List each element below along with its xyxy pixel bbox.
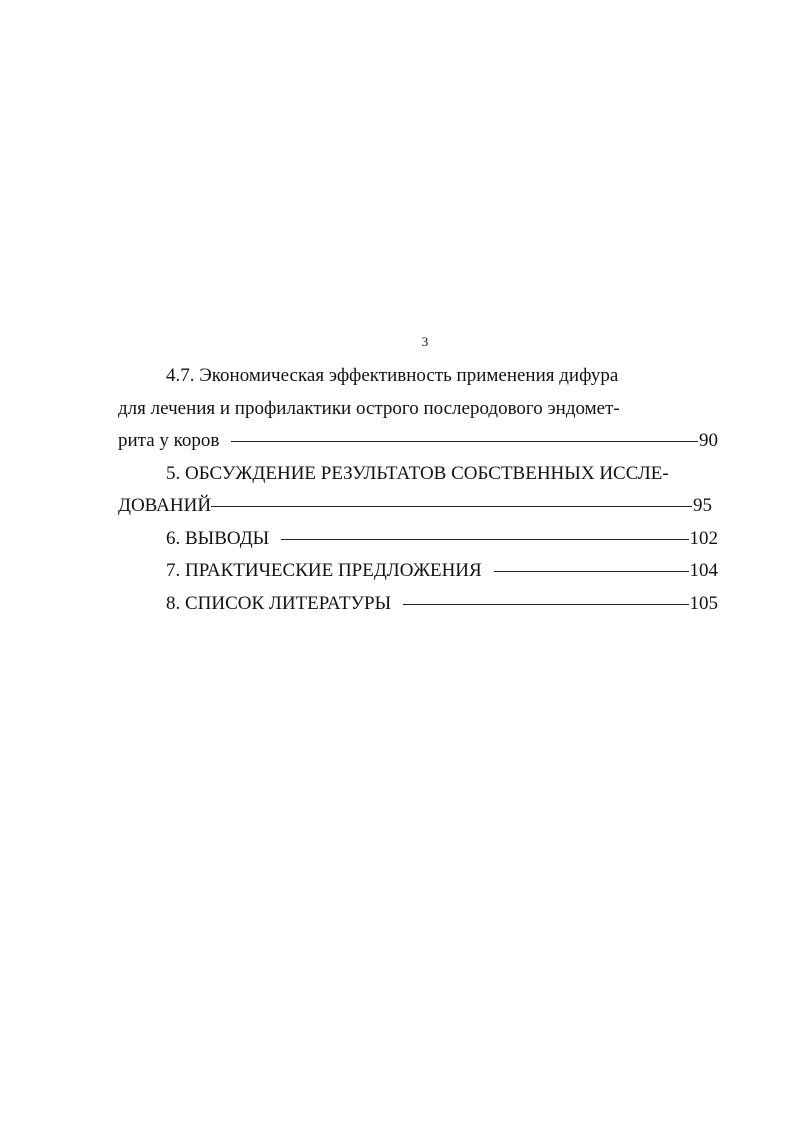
toc-item-4-7-line-3 xyxy=(118,425,718,458)
toc-item-5-text-end: ДОВАНИЙ xyxy=(118,495,212,516)
toc-leader-line xyxy=(281,539,688,540)
toc-item-5-line-1: 5. ОБСУЖДЕНИЕ РЕЗУЛЬТАТОВ СОБСТВЕННЫХ ИССЛЕ- xyxy=(166,462,669,484)
toc-item-5-line-2 xyxy=(118,490,718,523)
toc-item-8-title: 8. СПИСОК ЛИТЕРАТУРЫ xyxy=(166,592,392,614)
toc-item-8-page: 105 xyxy=(689,592,718,614)
toc-item-7-title: 7. ПРАКТИЧЕСКИЕ ПРЕДЛОЖЕНИЯ xyxy=(166,560,482,581)
toc-item-4-7-page: 90 xyxy=(699,430,718,451)
toc-item-8 xyxy=(118,588,718,621)
page-number: 3 xyxy=(421,334,429,349)
toc-item-6 xyxy=(118,523,718,556)
toc-item-4-7-line-2: для лечения и профилактики острого послеродового эндомет- xyxy=(118,397,620,419)
toc-item-4-7-line-1: 4.7. Экономическая эффективность применения дифура xyxy=(166,365,619,386)
toc-item-4-7-text-end: рита у коров xyxy=(118,430,220,451)
toc-item-7 xyxy=(118,555,718,588)
table-of-contents xyxy=(118,360,718,620)
toc-item-7-page: 104 xyxy=(689,560,718,581)
toc-leader-line xyxy=(231,441,698,442)
toc-item-5-page: 95 xyxy=(693,495,712,516)
toc-item-6-title: 6. ВЫВОДЫ xyxy=(166,527,270,549)
toc-item-6-page: 102 xyxy=(689,527,718,549)
toc-leader-line xyxy=(211,506,692,507)
toc-leader-line xyxy=(494,571,689,572)
toc-leader-line xyxy=(403,604,688,605)
